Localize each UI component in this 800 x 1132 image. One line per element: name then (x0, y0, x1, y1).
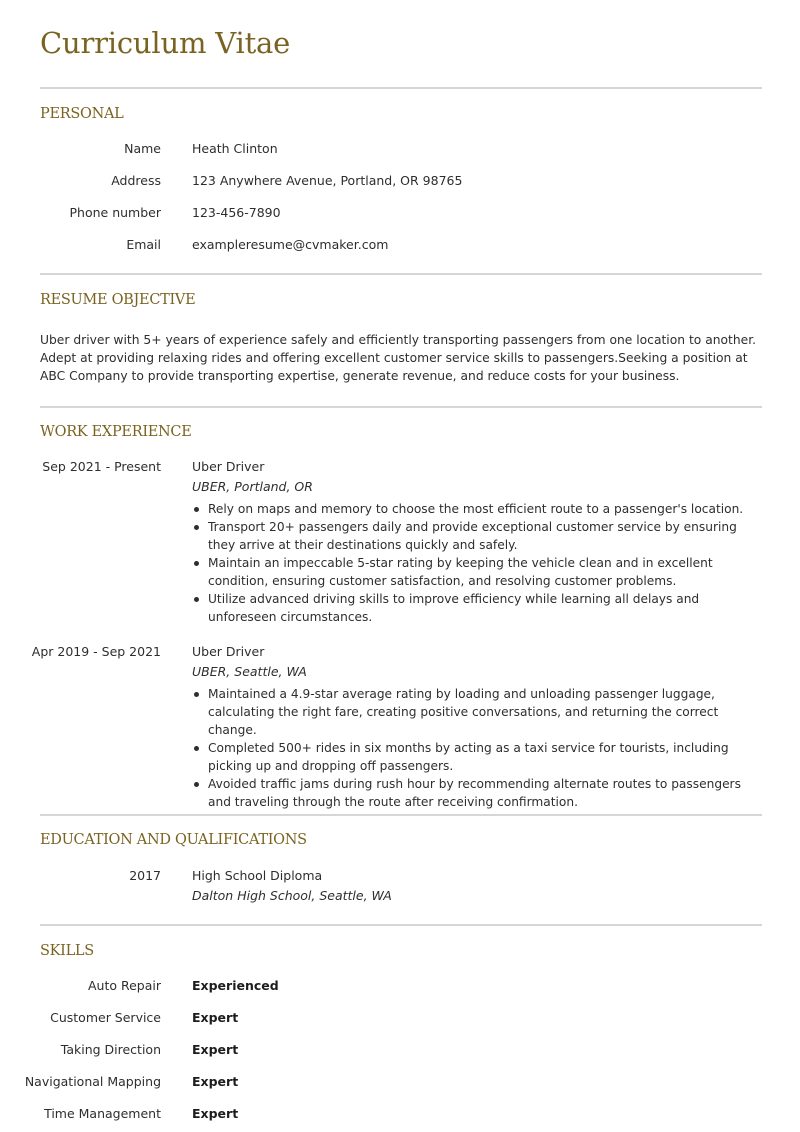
list-item: Utilize advanced driving skills to improve efficiency while learning all delays and unforeseen circumstances. (192, 590, 762, 626)
objective-text: Uber driver with 5+ years of experience safely and efficiently transporting passengers from one location to another. Adept at providing relaxing rides and offering excellent customer service skills to passengers.Seeking a position at ABC Company to provide transporting expertise, generate revenue, and reduce costs for your business. (40, 333, 757, 383)
list-item: Avoided traffic jams during rush hour by recommending alternate routes to passengers and traveling through the route after receiving confirmation. (192, 775, 762, 811)
job-1-bullets (192, 500, 762, 626)
personal-label-name: Name (124, 141, 161, 156)
divider (40, 406, 762, 408)
personal-label-address: Address (111, 173, 161, 188)
skill-level: Experienced (192, 978, 279, 993)
skill-level: Expert (192, 1042, 239, 1057)
personal-value-phone: 123-456-7890 (192, 205, 281, 220)
education-school: Dalton High School, Seattle, WA (192, 888, 392, 903)
personal-value-address: 123 Anywhere Avenue, Portland, OR 98765 (192, 173, 463, 188)
education-degree: High School Diploma (192, 868, 323, 883)
skill-level: Expert (192, 1106, 239, 1121)
education-year: 2017 (129, 868, 161, 883)
job-1-title: Uber Driver (192, 459, 265, 474)
skill-level: Expert (192, 1010, 239, 1025)
skill-name: Customer Service (50, 1010, 161, 1025)
personal-value-name: Heath Clinton (192, 141, 278, 156)
job-2-company: UBER, Seattle, WA (192, 664, 307, 679)
list-item: Transport 20+ passengers daily and provide exceptional customer service by ensuring they arrive at their destinations quickly and safely. (192, 518, 762, 554)
job-1-dates: Sep 2021 - Present (42, 459, 161, 474)
list-item: Maintained a 4.9-star average rating by loading and unloading passenger luggage, calculating the right fare, creating positive conversations, and returning the correct change. (192, 685, 762, 739)
list-item: Rely on maps and memory to choose the most efficient route to a passenger's location. (192, 500, 762, 518)
skill-name: Taking Direction (60, 1042, 161, 1057)
section-title-objective: RESUME OBJECTIVE (40, 292, 196, 308)
personal-value-email: exampleresume@cvmaker.com (192, 237, 389, 252)
personal-label-email: Email (126, 237, 161, 252)
skill-level: Expert (192, 1074, 239, 1089)
skill-name: Navigational Mapping (24, 1074, 161, 1089)
section-title-experience: WORK EXPERIENCE (40, 424, 192, 440)
list-item: Maintain an impeccable 5-star rating by keeping the vehicle clean and in excellent condition, ensuring customer satisfaction, and resolving customer problems. (192, 554, 762, 590)
job-2-bullets (192, 685, 762, 811)
divider (40, 87, 762, 89)
job-1-company: UBER, Portland, OR (192, 479, 313, 494)
personal-label-phone: Phone number (69, 205, 161, 220)
section-title-personal: PERSONAL (40, 106, 124, 122)
divider (40, 924, 762, 926)
divider (40, 814, 762, 816)
skill-name: Auto Repair (87, 978, 161, 993)
job-2-dates: Apr 2019 - Sep 2021 (31, 644, 161, 659)
job-2-title: Uber Driver (192, 644, 265, 659)
list-item: Completed 500+ rides in six months by acting as a taxi service for tourists, including picking up and dropping off passengers. (192, 739, 762, 775)
section-title-skills: SKILLS (40, 943, 94, 959)
section-title-education: EDUCATION AND QUALIFICATIONS (40, 832, 307, 848)
skill-name: Time Management (44, 1106, 161, 1121)
divider (40, 273, 762, 275)
page-title: Curriculum Vitae (40, 26, 291, 60)
